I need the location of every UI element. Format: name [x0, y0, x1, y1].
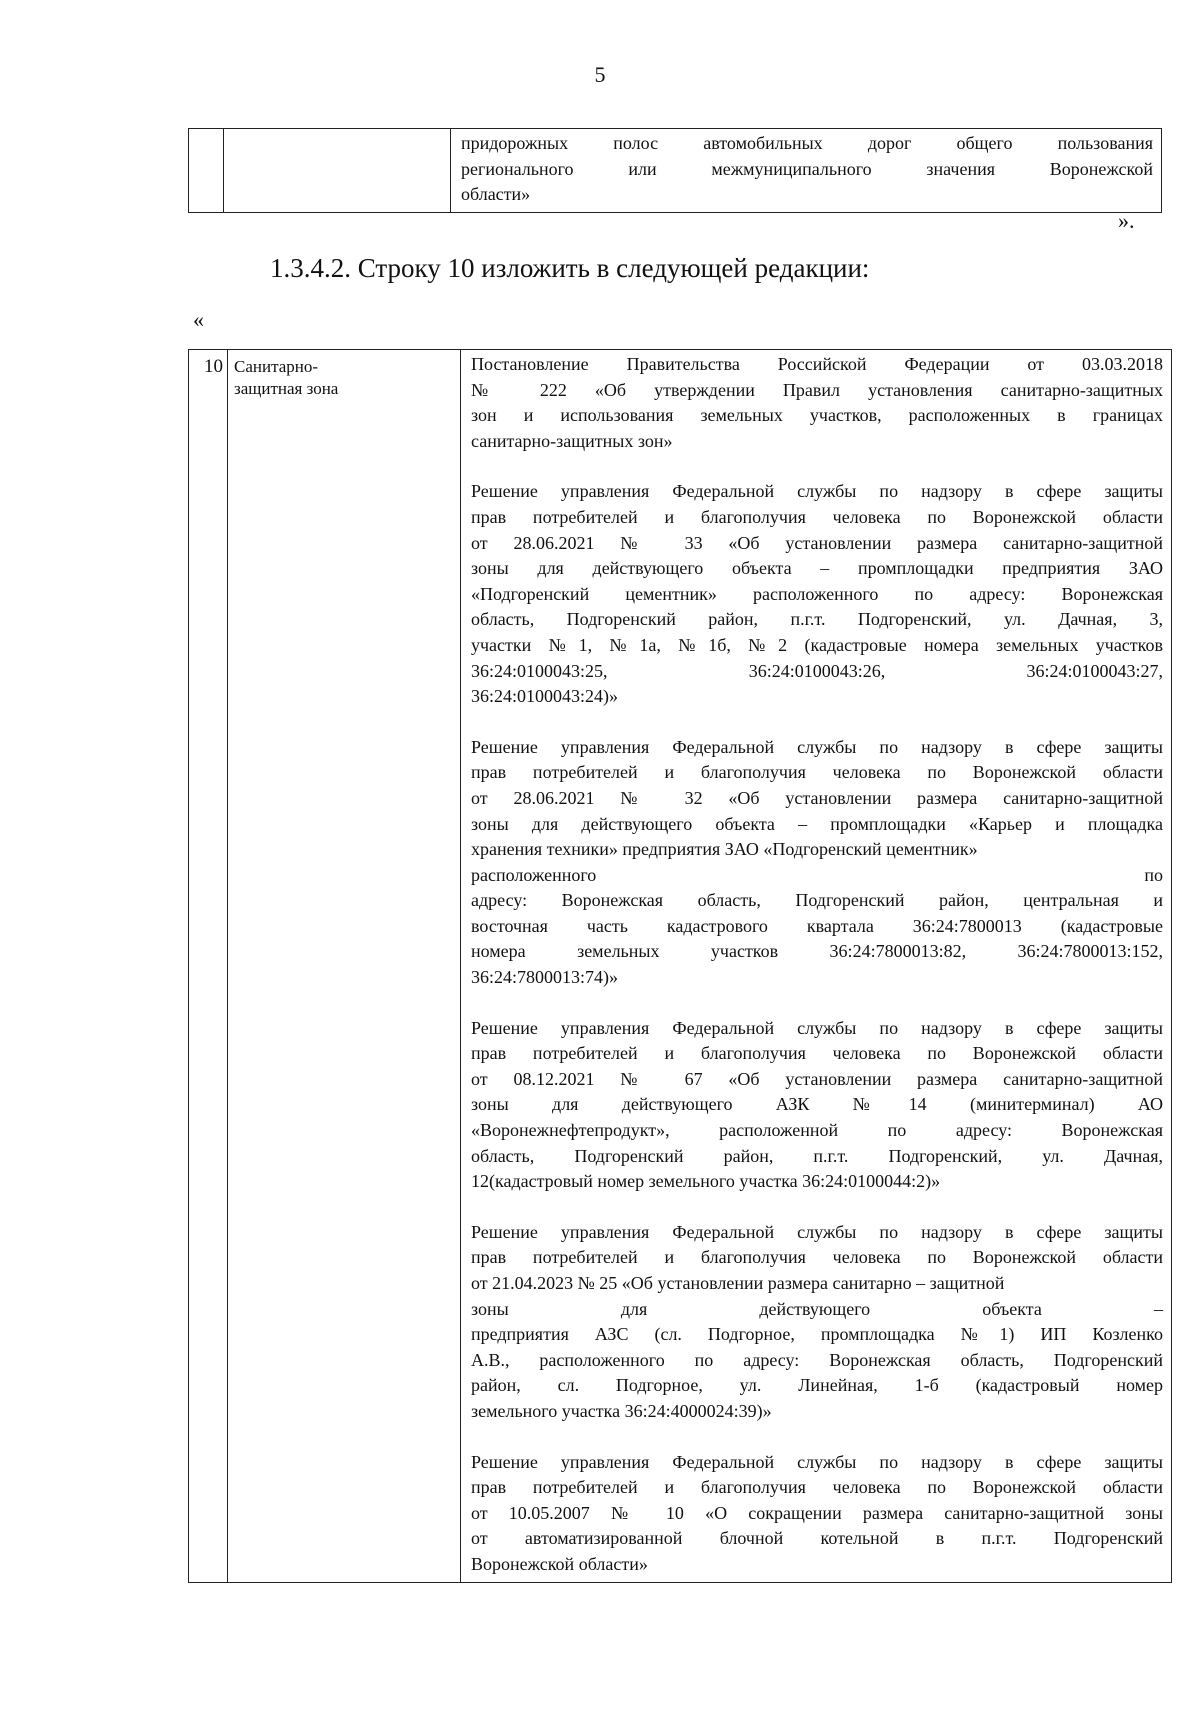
text-line: 36:24:7800013:74)» [471, 967, 618, 988]
text-line: Решение управления Федеральной службы по надзору в сфере защиты [471, 736, 1163, 757]
text-line: «Воронежнефтепродукт», расположенной по адресу: Воронежская [471, 1120, 1163, 1141]
row-number-cell: 10 [189, 350, 228, 1583]
text-line: «Подгоренский цементник» расположенного по адресу: Воронежская [471, 583, 1163, 604]
text-line: придорожных полос автомобильных дорог общего пользования [461, 133, 1153, 153]
text-line: санитарно-защитных зон» [471, 430, 673, 451]
text-line: регионального или межмуниципального значения Воронежской [461, 158, 1153, 179]
row-number-cell [189, 129, 224, 213]
text-line: прав потребителей и благополучия человека по Воронежской области [471, 506, 1163, 527]
text-line: от 21.04.2023 № 25 «Об установлении размера санитарно – защитной [471, 1273, 1005, 1293]
text-line: Решение управления Федеральной службы по надзору в сфере защиты [471, 1221, 1163, 1242]
paragraph [461, 131, 1153, 208]
continuation-table [188, 128, 1162, 213]
text-line: от 08.12.2021 № 67 «Об установлении размера санитарно-защитной [471, 1068, 1163, 1089]
text-line: от автоматизированной блочной котельной в п.г.т. Подгоренский [471, 1528, 1163, 1549]
text-line: № 222 «Об утверждении Правил установления санитарно-защитных [471, 379, 1163, 400]
text-line: области» [461, 184, 531, 205]
text-line: 12(кадастровый номер земельного участка 36:24:0100044:2)» [471, 1171, 941, 1192]
opening-quote: « [193, 307, 204, 332]
text-line: Решение управления Федеральной службы по надзору в сфере защиты [471, 1017, 1163, 1038]
text-line: зоны для действующего объекта – промплощадки «Карьер и площадка [471, 813, 1163, 834]
text-line: участки №1, №1а, №1б, №2 (кадастровые номера земельных участков [471, 634, 1163, 655]
text-line: зоны для действующего объекта – [471, 1298, 1163, 1319]
row-text-cell [461, 350, 1172, 1583]
text-line: прав потребителей и благополучия человека по Воронежской области [471, 1247, 1163, 1268]
page-number: 5 [594, 62, 606, 87]
paragraph [471, 1016, 1163, 1195]
paragraph [471, 1450, 1163, 1578]
text-line: предприятия АЗС (сл. Подгорное, промплощадка №1) ИП Козленко [471, 1324, 1163, 1345]
text-line: зоны для действующего АЗК №14 (минитерминал) АО [471, 1094, 1163, 1115]
text-line: район, сл. Подгорное, ул. Линейная, 1-б (кадастровый номер [471, 1375, 1163, 1396]
text-line: зоны для действующего объекта – промплощадки предприятия ЗАО [471, 558, 1163, 579]
paragraph [471, 352, 1163, 454]
paragraph [471, 735, 1163, 991]
text-line: Постановление Правительства Российской Федерации от 03.03.2018 [471, 354, 1163, 374]
text-line: Решение управления Федеральной службы по надзору в сфере защиты [471, 1451, 1163, 1472]
closing-quote: ». [1118, 208, 1135, 233]
row-name-cell [228, 350, 461, 1583]
text-line: 36:24:0100043:25, 36:24:0100043:26, 36:24:0100043:27, [471, 660, 1163, 681]
text-line: расположенного по [471, 864, 1163, 885]
text-line: область, Подгоренский район, п.г.т. Подгоренский, ул. Дачная, [471, 1145, 1163, 1166]
text-line: А.В., расположенного по адресу: Воронежская область, Подгоренский [471, 1349, 1163, 1370]
text-line: адресу: Воронежская область, Подгоренский район, центральная и [471, 890, 1163, 911]
text-line: от 10.05.2007 № 10 «О сокращении размера санитарно-защитной зоны [471, 1502, 1163, 1523]
text-line: от 28.06.2021 № 33 «Об установлении размера санитарно-защитной [471, 532, 1163, 553]
text-line: Воронежской области» [471, 1553, 648, 1574]
text-line: от 28.06.2021 № 32 «Об установлении размера санитарно-защитной [471, 787, 1163, 808]
text-line: прав потребителей и благополучия человека по Воронежской области [471, 1043, 1163, 1064]
table-row [189, 350, 1172, 1583]
text-line: зон и использования земельных участков, расположенных в границах [471, 405, 1163, 426]
text-line: Решение управления Федеральной службы по надзору в сфере защиты [471, 481, 1163, 502]
paragraph [471, 479, 1163, 709]
paragraph [471, 1220, 1163, 1425]
text-line: область, Подгоренский район, п.г.т. Подгоренский, ул. Дачная, 3, [471, 609, 1163, 630]
zone-name-line: Санитарно- [234, 357, 319, 376]
section-heading: 1.3.4.2. Строку 10 изложить в следующей редакции: [270, 253, 870, 283]
row-name-cell [224, 129, 451, 213]
zones-table [188, 349, 1172, 1583]
text-line: земельного участка 36:24:4000024:39)» [471, 1400, 772, 1421]
table-row [189, 129, 1162, 213]
text-line: 36:24:0100043:24)» [471, 686, 618, 707]
row-text-cell [451, 129, 1162, 213]
zone-name-line: защитная зона [234, 379, 339, 398]
text-line: прав потребителей и благополучия человека по Воронежской области [471, 762, 1163, 783]
text-line: прав потребителей и благополучия человека по Воронежской области [471, 1477, 1163, 1498]
text-line: номера земельных участков 36:24:7800013:82, 36:24:7800013:152, [471, 941, 1163, 962]
text-line: восточная часть кадастрового квартала 36:24:7800013 (кадастровые [471, 915, 1163, 936]
text-line: хранения техники» предприятия ЗАО «Подгоренский цементник» [471, 839, 978, 860]
